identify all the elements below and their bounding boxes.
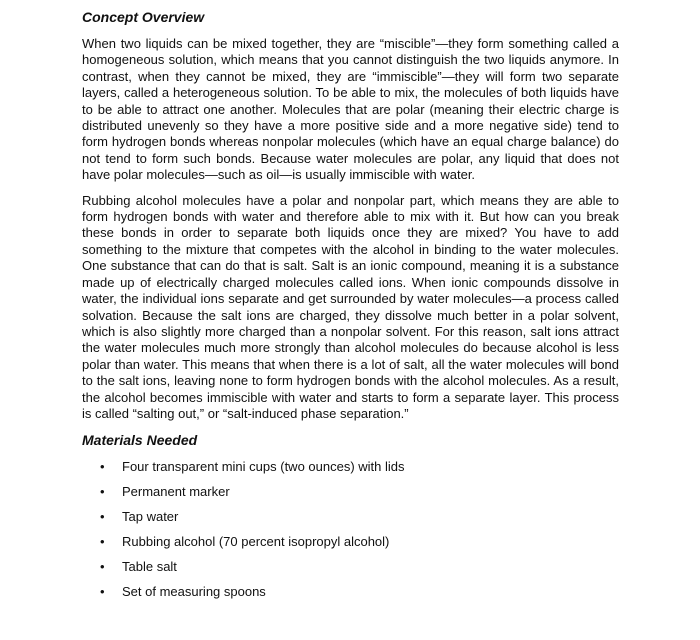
concept-overview-heading: Concept Overview [82, 9, 205, 25]
list-item [82, 459, 619, 475]
bullet-icon: • [100, 534, 105, 550]
list-item [82, 559, 619, 575]
list-item-text: Permanent marker [122, 484, 230, 500]
bullet-icon: • [100, 584, 105, 600]
list-item-text: Four transparent mini cups (two ounces) with lids [122, 459, 405, 475]
list-item-text: Tap water [122, 509, 179, 525]
list-item-text: Set of measuring spoons [122, 584, 266, 600]
concept-paragraph-1: When two liquids can be mixed together, they are “miscible”—they form something called a homogeneous solution, which means that you cannot distinguish the two liquids anymore. In contrast, when they cannot be mixed, they are “immiscible”—they will form two separate layers, called a heterogeneous solution. To be able to mix, the molecules of both liquids have to be able to attract one another. Molecules that are polar (meaning their electric charge is distributed unevenly so they have a more positive side and a more negative side) tend to form hydrogen bonds whereas nonpolar molecules (which have an equal charge balance) do not tend to form such bonds. Because water molecules are polar, any liquid that does not have polar molecules—such as oil—is usually immiscible with water. [82, 36, 619, 183]
document-page [82, 8, 619, 609]
list-item-text: Table salt [122, 559, 177, 575]
materials-list [82, 459, 619, 600]
bullet-icon: • [100, 484, 105, 500]
list-item [82, 484, 619, 500]
bullet-icon: • [100, 509, 105, 525]
list-item [82, 509, 619, 525]
list-item-text: Rubbing alcohol (70 percent isopropyl alcohol) [122, 534, 390, 550]
concept-paragraph-2: Rubbing alcohol molecules have a polar and nonpolar part, which means they are able to form hydrogen bonds with water and therefore able to mix with it. But how can you break these bonds in order to separate both liquids once they are mixed? You have to add something to the mixture that competes with the alcohol in binding to the water molecules. One substance that can do that is salt. Salt is an ionic compound, meaning it is a substance made up of electrically charged molecules called ions. When ionic compounds dissolve in water, the individual ions separate and get surrounded by water molecules—a process called solvation. Because the salt ions are charged, they dissolve much better in a polar solvent, which is also slightly more charged than a nonpolar solvent. For this reason, salt ions attract the water molecules much more strongly than alcohol molecules do because alcohol is less polar than water. This means that when there is a lot of salt, all the water molecules will bond to the salt ions, leaving none to form hydrogen bonds with the alcohol molecules. As a result, the alcohol becomes immiscible with water and starts to form a separate layer. This process is called “salting out,” or “salt-induced phase separation.” [82, 192, 619, 421]
bullet-icon: • [100, 559, 105, 575]
materials-needed-heading: Materials Needed [82, 432, 198, 449]
list-item [82, 584, 619, 600]
list-item [82, 534, 619, 550]
bullet-icon: • [100, 459, 105, 475]
